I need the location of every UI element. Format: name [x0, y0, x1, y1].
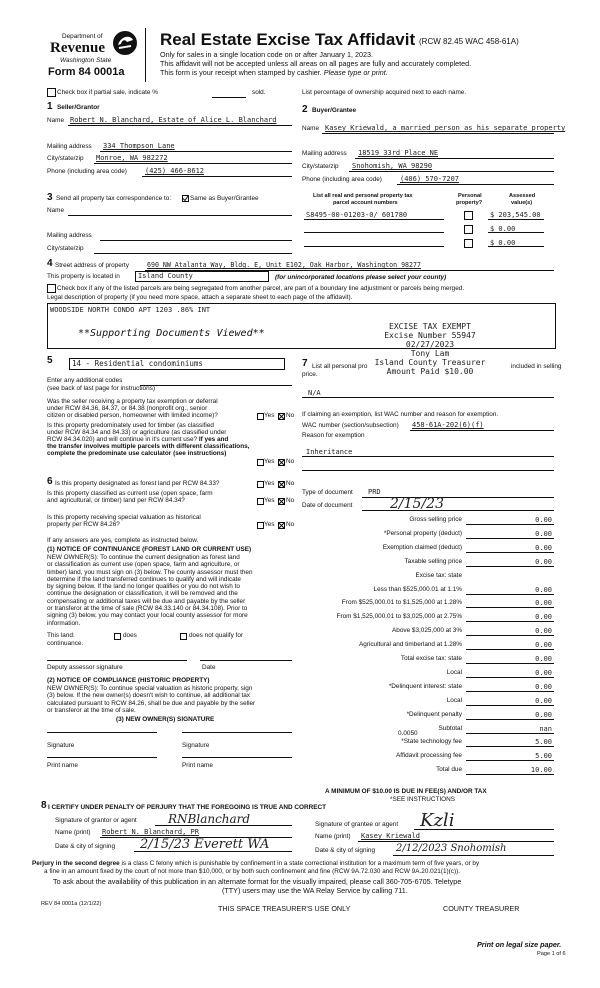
- see-instructions: *SEE INSTRUCTIONS: [390, 796, 455, 803]
- calc-row-value[interactable]: 0.00: [535, 613, 552, 622]
- tax-corr-label: Send all property tax correspondence to:: [56, 195, 172, 202]
- calc-row-line: [466, 649, 554, 650]
- corr-city-label: City/state/zip: [47, 245, 84, 252]
- q2-line-a: Is this property predominately used for timber (as classified: [47, 422, 214, 429]
- calc-row-line: [466, 663, 554, 664]
- land-use-select[interactable]: 14 - Residential condominiums: [69, 358, 285, 370]
- calc-row-value[interactable]: 0.00: [535, 696, 552, 705]
- stamp-line-2: Excise Number 55947: [384, 331, 476, 340]
- title-ref: (RCW 82.45 WAC 458-61A): [419, 37, 519, 46]
- buyer-phone-field[interactable]: (406) 570-7207: [400, 175, 460, 183]
- county-treasurer-label: COUNTY TREASURER: [443, 904, 520, 913]
- calc-row-label: *Personal property (deduct): [383, 529, 462, 537]
- grantor-name-label: Name (print): [55, 829, 91, 836]
- assessed-header-2: value(s): [511, 200, 533, 206]
- assessed-line: [488, 219, 544, 220]
- historic-text: [47, 685, 255, 714]
- exemption-yes-checkbox[interactable]: [257, 413, 264, 420]
- does-qualify-checkbox[interactable]: [114, 633, 121, 640]
- parcel-number-field[interactable]: [304, 232, 444, 233]
- reason-line-2[interactable]: [302, 470, 554, 471]
- grantee-date-field[interactable]: 2/12/2023 Snohomish: [396, 843, 507, 854]
- no-label: No: [286, 412, 295, 419]
- calc-row-value[interactable]: 10.00: [530, 766, 552, 775]
- partial-sold-label: sold.: [252, 89, 266, 96]
- street-label: Street address of property: [55, 262, 129, 269]
- page-number: Page 1 of 6: [537, 951, 566, 957]
- accessibility-line-2: (TTY) users may use the WA Relay Service by calling 711.: [222, 886, 408, 895]
- legal-desc-label: Legal description of property (if you need more space, attach a separate sheet to each page of the affidavit).: [47, 294, 353, 301]
- parcel-row-line: [304, 219, 444, 220]
- seller-heading: Seller/Grantor: [57, 104, 100, 111]
- calc-row-line: [466, 746, 554, 747]
- calc-row-label: Local: [446, 696, 462, 704]
- calc-row-value[interactable]: 5.00: [535, 752, 552, 761]
- assessed-value-field[interactable]: $ 0.00: [490, 225, 516, 233]
- new-owner-print-2[interactable]: [182, 757, 292, 758]
- corr-mail-label: Mailing address: [47, 232, 92, 239]
- calc-row-line: [466, 733, 554, 734]
- continuance-label: continuance.: [47, 640, 84, 647]
- partial-pct-field[interactable]: [212, 97, 246, 98]
- cont-line: information.: [47, 619, 81, 627]
- county-select[interactable]: Island County: [135, 271, 269, 282]
- signature-label: Signature: [47, 742, 75, 749]
- treasurer-stamp: [355, 322, 505, 376]
- assessed-value-field[interactable]: $ 0.00: [490, 239, 516, 247]
- q2-line-b: under RCW 84.34 and 84.33) or agriculture (as classified under: [47, 429, 227, 436]
- deputy-date-field[interactable]: [200, 660, 292, 661]
- buyer-mail-line: [355, 158, 554, 159]
- q6-2a: Is this property classified as current use (open space, farm: [47, 490, 213, 497]
- forest-no-checkbox[interactable]: [278, 481, 285, 488]
- buyer-phone-label: Phone (including area code): [302, 176, 382, 183]
- calc-row-line: [466, 691, 554, 692]
- calc-row-label: *State technology fee: [401, 738, 462, 746]
- section-6-number: 6: [47, 476, 53, 487]
- doc-date-label: Date of document: [302, 502, 353, 509]
- buyer-city-field[interactable]: Snohomish, WA 98290: [352, 162, 433, 170]
- grantee-sig-label: Signature of grantee or agent: [315, 821, 399, 828]
- calc-row-label: Total excise tax: state: [400, 655, 462, 662]
- personal-property-checkbox[interactable]: [464, 225, 473, 234]
- legal-description-text: WOODSIDE NORTH CONDO APT 1203 .86% INT: [50, 306, 211, 314]
- q6-3b: property per RCW 84.26?: [47, 521, 120, 528]
- parcel-number-field[interactable]: [304, 246, 444, 247]
- personal-property-checkbox[interactable]: [464, 211, 473, 220]
- q2-line-e: the transfer involves multiple parcels with different classifications,: [47, 443, 250, 450]
- calc-row-line: [466, 774, 554, 775]
- calc-row-value[interactable]: 0.00: [535, 585, 552, 594]
- calc-row-line: [466, 566, 554, 567]
- grantee-date-label: Date & city of signing: [315, 847, 376, 854]
- grantor-signature[interactable]: RNBlanchard: [168, 812, 251, 826]
- calc-row-value[interactable]: 5.00: [535, 738, 552, 747]
- no-label: No: [286, 458, 295, 465]
- exemption-label: If claiming an exemption, list WAC number and reason for exemption.: [302, 411, 499, 418]
- certification-statement: I CERTIFY UNDER PENALTY OF PERJURY THAT THE FOREGOING IS TRUE AND CORRECT: [48, 804, 327, 811]
- personal-header: Personal: [458, 193, 482, 199]
- accessibility-line-1: To ask about the availability of this publication in an alternate format for the visually impaired, please call 360-705-6705. Teletype: [53, 877, 462, 886]
- calc-row-line: [466, 677, 554, 678]
- calc-row-label: Less than $525,000.01 at 1.1%: [373, 585, 462, 593]
- calc-row-label: *Delinquent interest: state: [388, 682, 462, 690]
- cont-line: NEW OWNER(S): To continue the current designation as forest land: [47, 554, 240, 561]
- section-1-number: 1: [47, 101, 53, 112]
- timber-question: [47, 422, 249, 457]
- historic-heading: (2) NOTICE OF COMPLIANCE (HISTORIC PROPERTY): [47, 677, 210, 684]
- q1-line-c: citizen or disabled person, homeowner with limited income)?: [47, 412, 218, 419]
- new-owner-print-1[interactable]: [47, 757, 157, 758]
- note3-plain: This form is your receipt when stamped by cashier.: [160, 68, 324, 77]
- current-use-yes-checkbox[interactable]: [257, 498, 264, 505]
- yes-label: Yes: [264, 521, 275, 528]
- ownership-pct-note: List percentage of ownership acquired next to each name.: [302, 89, 467, 96]
- header-divider: [145, 28, 146, 82]
- grantee-name-label: Name (print): [315, 833, 351, 840]
- stamp-line-1: EXCISE TAX EXEMPT: [389, 322, 471, 331]
- historic-yes-checkbox[interactable]: [257, 522, 264, 529]
- print-name-label: Print name: [182, 762, 213, 769]
- stamp-line-6: Amount Paid $10.00: [386, 367, 474, 376]
- exemption-no-checkbox[interactable]: [278, 413, 285, 420]
- perjury-line-2: a fine in an amount fixed by the court of not more than $10,000, or by both such confinement and fine (RCW 9A.72.030 and RCW 9A.20.021(1)(c)).: [44, 868, 460, 875]
- q6-3a: Is this property receiving special valuation as historical: [47, 514, 201, 521]
- cont-line: by signing below. If the land no longer qualifies or you do not wish to: [47, 583, 240, 591]
- grantor-date-field[interactable]: 2/15/23 Everett WA: [140, 837, 270, 852]
- calc-row-value[interactable]: 0.00: [535, 543, 552, 552]
- grantee-signature[interactable]: Kzli: [420, 810, 455, 831]
- reason-field[interactable]: Inheritance: [306, 448, 353, 456]
- seller-phone-line: [142, 176, 292, 177]
- section-7-number: 7: [302, 358, 308, 369]
- hist-line: or transferor at the time of sale.: [47, 706, 136, 714]
- same-as-buyer-label: Same as Buyer/Grantee: [190, 195, 259, 202]
- calc-row-line: [466, 719, 554, 720]
- print-legal-note: Print on legal size paper.: [477, 940, 562, 949]
- q2-line-d: If yes and: [198, 436, 229, 443]
- no-label: No: [286, 497, 295, 504]
- q6-2b: and agricultural, or timber) land per RCW 84.34?: [47, 497, 185, 504]
- seller-city-label: City/state/zip: [47, 155, 84, 162]
- does-label: does: [123, 632, 137, 639]
- section-2-number: 2: [302, 104, 308, 115]
- does-not-qualify-checkbox[interactable]: [180, 633, 187, 640]
- treasurer-use-label: THIS SPACE TREASURER'S USE ONLY: [218, 904, 351, 913]
- yes-label: Yes: [264, 412, 275, 419]
- deputy-label: Deputy assessor signature: [47, 664, 123, 671]
- q2-line-f: complete the predominate use calculator (see instructions): [47, 450, 227, 457]
- reason-label: Reason for exemption: [302, 432, 365, 439]
- personal-prop-line: [302, 397, 554, 398]
- county-label: This property is located in: [47, 273, 120, 280]
- current-use-question: [47, 490, 213, 504]
- section-4-number: 4: [47, 258, 53, 269]
- calc-row-label: Local: [446, 668, 462, 676]
- partial-sale-checkbox[interactable]: [47, 88, 56, 97]
- doc-type-field[interactable]: PRD: [368, 488, 381, 496]
- calc-row-label: Subtotal: [438, 724, 462, 732]
- same-as-buyer-checkbox[interactable]: [182, 195, 189, 202]
- forest-question: Is this property designated as forest land per RCW 84.33?: [55, 480, 220, 487]
- calc-row-label: Total due: [436, 766, 462, 774]
- corr-city-field[interactable]: [94, 253, 292, 254]
- calc-row-label: Exemption claimed (deduct): [382, 543, 462, 551]
- minimum-note: A MINIMUM OF $10.00 IS DUE IN FEE(S) AND/OR TAX: [325, 788, 487, 795]
- supporting-docs-note: **Supporting Documents Viewed**: [78, 328, 265, 339]
- personal-property-checkbox[interactable]: [464, 239, 473, 248]
- doc-date-field[interactable]: 2/15/23: [390, 496, 444, 512]
- buyer-heading: Buyer/Grantee: [312, 107, 357, 114]
- county-note: (for unincorporated locations please select your county): [275, 274, 447, 281]
- header-note-2: This affidavit will not be accepted unless all areas on all pages are fully and accurately completed.: [160, 59, 472, 68]
- seller-city-line: [94, 163, 292, 164]
- grantor-sig-label: Signature of grantor or agent: [55, 817, 137, 824]
- perjury-bold: Perjury in the second degree: [32, 860, 120, 867]
- buyer-city-line: [349, 171, 554, 172]
- addl-codes-note: (see back of last page for instructions): [47, 385, 155, 392]
- new-owner-signature-1[interactable]: [47, 732, 157, 733]
- stamp-line-4: Tony Lam: [410, 349, 450, 358]
- assessed-header: Assessed: [509, 193, 536, 199]
- historic-question: [47, 514, 201, 528]
- seller-name-line: [68, 125, 292, 126]
- calc-row-value[interactable]: 0.00: [535, 516, 552, 524]
- calc-row-value[interactable]: 0.00: [535, 641, 552, 650]
- form-revision: REV 84 0001a (12/1/22): [41, 901, 102, 907]
- seller-mail-line: [100, 151, 292, 152]
- calc-row-value[interactable]: 0.00: [535, 627, 552, 636]
- partial-sale-label: Check box if partial sale, indicate %: [57, 89, 158, 96]
- seller-city-field[interactable]: Monroe, WA 982272: [96, 154, 168, 162]
- grantee-date-line: [393, 855, 554, 856]
- forest-yes-checkbox[interactable]: [257, 481, 264, 488]
- wac-field[interactable]: 458-61A-202(6)(f): [412, 421, 484, 429]
- corr-mail-field[interactable]: [100, 240, 292, 241]
- calc-row-label: Excise tax: state: [415, 571, 462, 579]
- calc-row-line: [466, 552, 554, 553]
- seller-name-field[interactable]: Robert N. Blanchard, Estate of Alice L. Blanchard: [70, 116, 277, 124]
- corr-name-label: Name: [47, 207, 65, 214]
- seller-phone-field[interactable]: (425) 466-8612: [145, 167, 205, 175]
- signature-label: Signature: [182, 742, 210, 749]
- calc-row-line: [466, 621, 554, 622]
- deputy-signature-field[interactable]: [47, 660, 187, 661]
- calc-row-line: [466, 524, 554, 525]
- buyer-name-label: Name: [302, 125, 320, 132]
- calc-row-value[interactable]: 0.00: [535, 710, 552, 719]
- yes-label: Yes: [264, 480, 275, 487]
- note3-italic: Please type or print.: [323, 68, 388, 77]
- personal-prop-label-2: price.: [302, 371, 318, 378]
- form-number: Form 84 0001a: [48, 66, 125, 78]
- doc-type-label: Type of document: [302, 489, 353, 496]
- parcels-header: List all real and personal property tax: [313, 193, 413, 199]
- seller-mail-label: Mailing address: [47, 143, 92, 150]
- wac-label: WAC number (section/subsection): [302, 422, 399, 429]
- hist-line: (3) below. If the new owner(s) doesn't wish to continue, all additional tax: [47, 692, 250, 700]
- calc-row-value[interactable]: 0.00: [535, 668, 552, 677]
- new-owner-signature-2[interactable]: [182, 732, 292, 733]
- historic-no-checkbox[interactable]: [278, 522, 285, 529]
- revenue-logo-icon: [112, 30, 138, 56]
- calc-row-line: [466, 760, 554, 761]
- wac-line: [410, 430, 554, 431]
- current-use-no-checkbox[interactable]: [278, 498, 285, 505]
- calc-row-label: From $1,525,000.01 to $3,025,000 at 2.75%: [336, 613, 462, 621]
- calc-row-label: Above $3,025,000 at 3%: [392, 627, 462, 635]
- calc-row-value[interactable]: 0.00: [535, 557, 552, 566]
- assessed-value-field[interactable]: $ 203,545.00: [490, 211, 541, 219]
- street-field[interactable]: 690 NW Atalanta Way, Bldg. E, Unit E102, Oak Harbor, Washington 98277: [147, 261, 421, 269]
- personal-prop-label-3: included in selling: [511, 363, 562, 370]
- yes-label: Yes: [264, 458, 275, 465]
- continuance-heading: (1) NOTICE OF CONTINUANCE (FOREST LAND OR CURRENT USE): [47, 546, 252, 553]
- segregated-checkbox[interactable]: [47, 284, 56, 293]
- no-label: No: [286, 521, 295, 528]
- personal-header-2: property?: [456, 200, 483, 206]
- q2-line-c: RCW 84.34.020) and will continue in it's current use?: [47, 436, 198, 443]
- grantee-name-field[interactable]: Kasey Kriewald: [361, 832, 421, 840]
- corr-name-field[interactable]: [68, 215, 292, 216]
- parcels-header-2: parcel account numbers: [333, 200, 398, 206]
- q1-line-a: Was the seller receiving a property tax exemption or deferral: [47, 398, 218, 405]
- print-name-label: Print name: [47, 762, 78, 769]
- calc-row-line: [466, 705, 554, 706]
- parcel-number-field[interactable]: S8495-00-01203-0/ 601780: [306, 211, 408, 219]
- calc-row-line: [466, 607, 554, 608]
- addl-codes-field[interactable]: [140, 385, 292, 386]
- buyer-phone-line: [397, 184, 554, 185]
- date-label: Date: [202, 664, 216, 671]
- reason-line: [302, 456, 554, 457]
- cont-line: or classification as current use (open space, farm and agriculture, or: [47, 561, 240, 569]
- calc-row-value[interactable]: 0.00: [535, 529, 552, 538]
- calc-row-label: Gross selling price: [409, 516, 462, 523]
- calc-row-value[interactable]: 0.00: [535, 682, 552, 691]
- calc-row-line: [466, 538, 554, 539]
- section-3-number: 3: [47, 192, 53, 203]
- buyer-name-line: [322, 133, 554, 134]
- cont-line: or transferor at the time of sale (RCW 84.33.140 or 84.34.108). Prior to: [47, 605, 248, 613]
- q1-line-b: under RCW 84.36, 84.37, or 84.38 (nonprofit org., senior: [47, 405, 208, 412]
- continuance-text: [47, 554, 253, 627]
- calc-row-value[interactable]: nan: [539, 724, 552, 733]
- timber-no-checkbox[interactable]: [278, 459, 285, 466]
- header-note-3: [160, 68, 388, 77]
- grantor-name-field[interactable]: Robert N. Blanchard, PR: [102, 828, 199, 836]
- new-owner-sig-heading: (3) NEW OWNER(S) SIGNATURE: [116, 716, 215, 723]
- section-5-number: 5: [47, 355, 53, 366]
- dept-label: Department of: [62, 33, 103, 40]
- seller-name-label: Name: [47, 117, 65, 124]
- addl-codes-label: Enter any additional codes: [47, 377, 123, 384]
- cont-line: signing (3) below, you may contact your local county assessor for more: [47, 612, 248, 620]
- page-title: Real Estate Excise Tax Affidavit: [160, 30, 416, 49]
- hist-line: calculated pursuant to RCW 84.26, shall be due and payable by the seller: [47, 699, 256, 707]
- timber-yes-checkbox[interactable]: [257, 459, 264, 466]
- calc-row-value[interactable]: 0.00: [535, 599, 552, 608]
- exemption-question: [47, 398, 218, 419]
- segregated-label: Check box if any of the listed parcels are being segregated from another parcel, are part of a boundary line adjustment or parcels being merged.: [57, 285, 465, 292]
- does-not-label: does not qualify for: [189, 632, 243, 639]
- header-note-1: Only for sales in a single location code on or after January 1, 2023.: [160, 50, 373, 59]
- buyer-name-field[interactable]: Kasey Kriewald, a married person as his separate property: [325, 124, 566, 132]
- cont-line: compensating or additional taxes will be due and payable by the seller: [47, 597, 246, 605]
- state-label: Washington State: [60, 57, 112, 64]
- seller-phone-label: Phone (including area code): [47, 168, 127, 175]
- no-label: No: [286, 480, 295, 487]
- calc-row-line: [466, 594, 554, 595]
- cont-line: determine if the land transferred continues to qualify and will indicate: [47, 575, 241, 583]
- calc-row-label: Affidavit processing fee: [396, 752, 462, 760]
- calc-row-value[interactable]: 0.00: [535, 655, 552, 663]
- personal-prop-field[interactable]: N/A: [308, 389, 321, 397]
- stamp-line-5: Island County Treasurer: [374, 358, 486, 367]
- brand-name: Revenue: [50, 40, 105, 56]
- this-land-label: This land:: [47, 632, 75, 639]
- local-rate: 0.0050: [398, 730, 418, 737]
- if-yes-note: If any answers are yes, complete as instructed below.: [47, 537, 199, 544]
- calc-row-line: [466, 635, 554, 636]
- section-8-number: 8: [41, 800, 47, 811]
- calc-row-label: From $525,000.01 to $1,525,000 at 1.28%: [341, 599, 462, 607]
- cont-line: timber) land, you must sign on (3) below. The county assessor must then: [47, 568, 253, 576]
- calc-row-label: Agricultural and timberland at 1.28%: [358, 641, 462, 649]
- cont-line: continue the designation or classification, it will be removed and the: [47, 590, 238, 598]
- buyer-city-label: City/state/zip: [302, 163, 339, 170]
- stamp-line-3: 02/27/2023: [405, 340, 455, 349]
- personal-prop-label: List all personal pro: [312, 363, 368, 370]
- calc-row-label: Taxable selling price: [404, 557, 462, 565]
- perjury-line-1: [32, 860, 479, 867]
- buyer-mail-label: Mailing address: [302, 150, 347, 157]
- grantee-name-line: [358, 841, 554, 842]
- yes-label: Yes: [264, 497, 275, 504]
- buyer-mail-field[interactable]: 18519 33rd Place NE: [358, 149, 439, 157]
- grantor-date-label: Date & city of signing: [55, 843, 116, 850]
- hist-line: NEW OWNER(S): To continue special valuation as historic property, sign: [47, 685, 253, 692]
- seller-mail-field[interactable]: 334 Thompson Lane: [103, 142, 175, 150]
- perjury-text: is a class C felony which is punishable by confinement in a state correctional institution for a maximum term of five years, or by: [119, 860, 480, 867]
- calc-row-label: *Delinquent penalty: [406, 710, 462, 718]
